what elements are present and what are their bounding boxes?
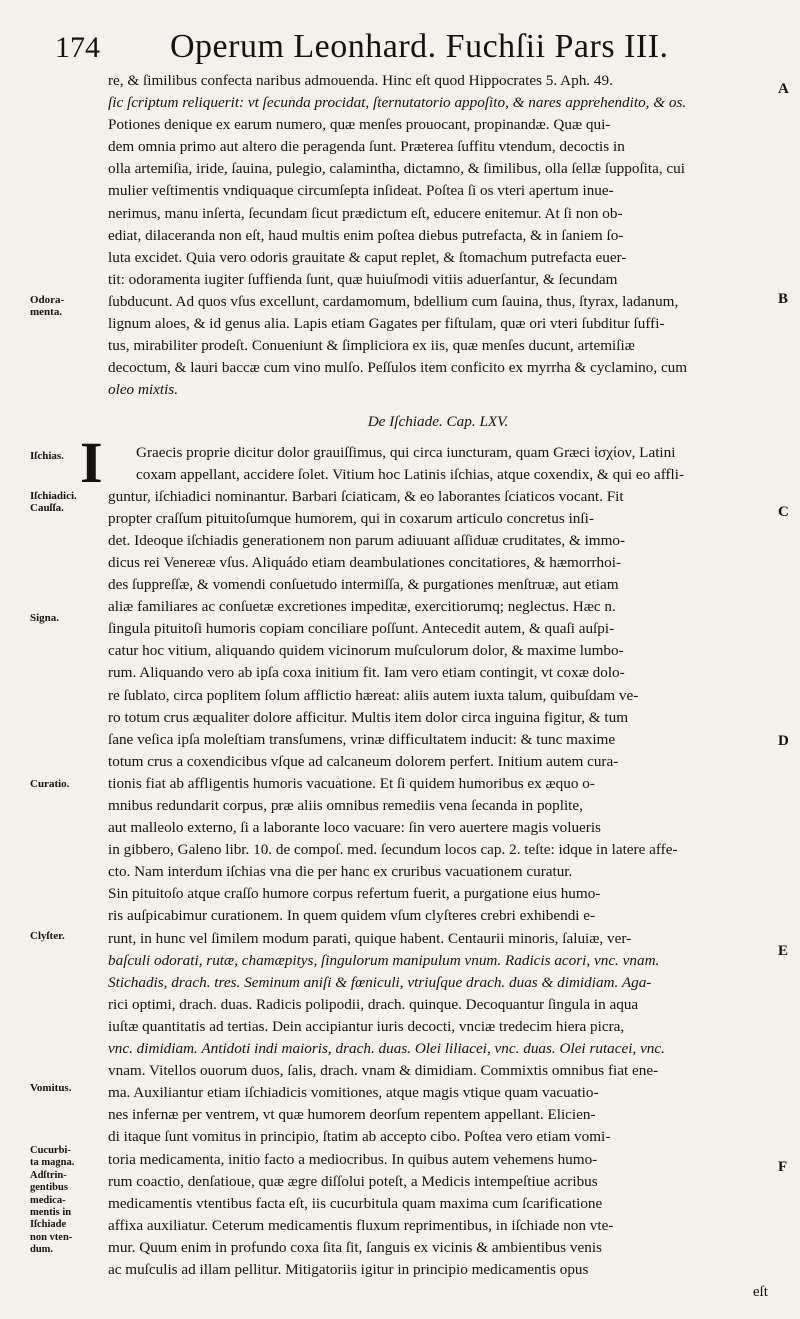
text-line: nerimus, manu inſerta, ſecundam ſicut prædictum eſt, educere enitemur. At ſi non ob- xyxy=(108,204,623,222)
text-line: Stichadis, drach. tres. Seminum aniſi & fœniculi, vtriuſque drach. duas & dimidiam. Aga- xyxy=(108,973,652,991)
margin-note-curatio: Curatio. xyxy=(30,778,70,790)
text-line: oleo mixtis. xyxy=(108,381,179,399)
text-line: det. Ideoque iſchiadis generationem non parum adiuuant aſſiduæ cruditates, & immo- xyxy=(108,531,626,549)
text-line: baſculi odorati, rutæ, chamæpitys, ſingulorum manipulum vnum. Radicis acori, vnc. vnam. xyxy=(108,951,660,969)
text-line: ma. Auxiliantur etiam iſchiadicis vomitiones, atque magis vtique quam vacuatio- xyxy=(108,1084,599,1102)
text-line: ris auſpicabimur curationem. In quem quidem vſum clyſteres crebri exhibendi e- xyxy=(108,907,596,925)
text-line: aliæ familiares ac conſuetæ excretiones impeditæ, exercitiorumq; neglectus. Hæc n. xyxy=(108,598,616,616)
margin-note-vomitus: Vomitus. xyxy=(30,1082,72,1094)
text-line: re, & ſimilibus confecta naribus admouenda. Hinc eſt quod Hippocrates 5. Aph. 49. xyxy=(108,72,613,89)
text-line: des ſuppreſſæ, & vomendi conſuetudo intermiſſa, & purgationes menſtruæ, aut etiam xyxy=(108,576,619,594)
text-line: propter craſſum pituitoſumque humorem, qui in coxarum articulo concretus inſi- xyxy=(108,509,594,527)
margin-note-clyster: Clyſter. xyxy=(30,930,65,942)
text-line: Graecis proprie dicitur dolor grauiſſimus, qui circa iuncturam, quam Græci ἰσχίον, Latini xyxy=(136,443,676,461)
text-line: ſubducunt. Ad quos vſus excellunt, cardamomum, bdellium cum ſauina, thus, ſtyrax, ladanum, xyxy=(108,292,679,310)
margin-note-cucurbita: Cucurbi- ta magna. Adſtrin- gentibus medica- mentis in Iſchiade non vten- dum. xyxy=(30,1145,75,1256)
text-line: medicamentis vtentibus facta eſt, iis cucurbitula quam maxima cum ſcarificatione xyxy=(108,1194,603,1212)
text-line: mnibus redundarit corpus, præ aliis omnibus remediis vena ſecanda in poplite, xyxy=(108,797,583,814)
section-marker-b: B xyxy=(778,291,789,307)
margin-note-ischias: Iſchias. xyxy=(30,450,64,462)
text-line: vnc. dimidiam. Antidoti indi maioris, drach. duas. Olei liliacei, vnc. duas. Olei rutacei, vnc. xyxy=(108,1040,665,1058)
text-line: dem omnia primo aut altero die peragenda ſunt. Præterea ſuffitu vtendum, decoctis in xyxy=(108,138,625,156)
text-line: ſane veſica ipſa moleſtiam transſumens, vrinæ difficultatem inducit: & tunc maxime xyxy=(108,730,616,748)
text-line: ſic ſcriptum reliquerit: vt ſecunda procidat, ſternutatorio appoſito, & nares apprehendito, & os. xyxy=(108,94,687,112)
text-line: aut malleolo externo, ſi a laborante loco vacuare: ſin vero auertere magis volueris xyxy=(108,819,601,837)
chapter-heading: De Iſchiade. Cap. LXV. xyxy=(367,413,509,431)
text-line: eſt xyxy=(752,1283,768,1301)
text-line: Sin pituitoſo atque craſſo humore corpus refertum fuerit, a purgatione eius humo- xyxy=(108,885,601,903)
margin-note-signa: Signa. xyxy=(30,612,60,624)
running-header xyxy=(55,22,770,72)
text-line: ſingula pituitoſi humoris copiam conciliare poſſunt. Antecedit autem, & quaſi auſpi- xyxy=(108,620,615,638)
text-line: mulier veſtimentis vndiquaque circumſepta inſideat. Poſtea ſi os vteri apertum inue- xyxy=(108,182,614,200)
text-line: Potiones denique ex earum numero, quæ menſes prouocant, propinandæ. Quæ qui- xyxy=(108,116,611,134)
drop-capital: I xyxy=(80,430,103,495)
section-marker-d: D xyxy=(778,733,789,749)
text-line: luta excidet. Quia vero odoris grauitate & caput replet, & ſtomachum putrefacta euer- xyxy=(108,248,627,266)
text-line: runt, in hunc vel ſimilem modum parati, quique habent. Centaurii minoris, ſaluiæ, ver- xyxy=(108,929,632,947)
section-marker-f: F xyxy=(778,1159,788,1175)
text-line: rici optimi, drach. duas. Radicis polipodii, drach. quinque. Decoquantur ſingula in aqua xyxy=(108,995,639,1013)
text-line: di itaque ſunt vomitus in principio, ſtatim ab accepto cibo. Poſtea vero etiam vomi- xyxy=(108,1128,611,1146)
text-line: coxam appellant, accidere ſolet. Vitium hoc Latinis iſchias, atque coxendix, & qui eo affli- xyxy=(136,465,685,483)
text-line: guntur, iſchiadici nominantur. Barbari ſciaticam, & eo laborantes ſciaticos vocant. Fit xyxy=(108,487,624,505)
text-line: ro totum crus æqualiter dolore afficitur. Multis item dolor circa inguina figitur, & tum xyxy=(108,708,629,726)
text-line: decoctum, & lauri baccæ cum vino mulſo. Peſſulos item conficito ex myrrha & cyclamino, cum xyxy=(108,359,688,377)
text-line: tus, mirabiliter prodeſt. Conueniunt & ſimpliciora ex iis, quæ menſes ducunt, artemiſiæ xyxy=(108,337,635,355)
section-marker-a: A xyxy=(778,81,789,97)
text-line: re ſublato, circa poplitem ſolum afflictio hæreat: aliis autem iuxta talum, quibuſdam ve- xyxy=(108,686,639,704)
section-marker-e: E xyxy=(778,943,789,959)
text-block xyxy=(108,70,768,1303)
margin-note-causa: Iſchiadici. Cauſſa. xyxy=(30,490,77,514)
text-line: ediat, dilaceranda non eſt, haud multis enim poſtea diebus putrefacta, & in ſaniem ſo- xyxy=(108,226,624,244)
text-line: iuſtæ quantitatis ad tertias. Dein accipiantur iuris decocti, vnciæ tredecim hiera picra, xyxy=(108,1017,625,1035)
text-line: catur hoc vitium, aliquando quidem vicinorum muſculorum dolor, & maxime lumbo- xyxy=(108,642,624,660)
text-line: cto. Nam interdum iſchias vna die per hanc ex cruribus vacuationem curatur. xyxy=(108,863,573,881)
page-number: 174 xyxy=(55,31,100,64)
text-line: mur. Quum enim in profundo coxa ſita ſit, ſanguis ex vicinis & ambientibus venis xyxy=(108,1238,602,1256)
text-line: rum coactio, denſatioue, quæ ægre diſſolui poteſt, a Medicis intempeſtiue acribus xyxy=(108,1172,598,1190)
text-line: olla artemiſia, iride, ſauina, pulegio, calamintha, dictamno, & ſimilibus, olla ſellæ ſuppoſita, cui xyxy=(108,160,685,178)
text-line: affixa auxiliatur. Ceterum medicamentis fluxum reprimentibus, in iſchiade non vte- xyxy=(108,1216,614,1234)
text-line: nes infernæ per ventrem, vt quæ humorem deorſum repentem appellant. Elicien- xyxy=(108,1106,596,1124)
margin-note-odoramenta: Odora- menta. xyxy=(30,294,65,318)
text-line: ac muſculis ad illam pellitur. Mitigatoriis igitur in principio medicamentis opus xyxy=(108,1260,589,1278)
text-line: lignum aloes, & id genus alia. Lapis etiam Gagates per fiſtulam, quæ ori vteri ſubditur ſuffi- xyxy=(108,315,665,333)
text-line: in gibbero, Galeno libr. 10. de compoſ. med. ſecundum locos cap. 2. teſte: idque in latere affe- xyxy=(108,841,678,859)
text-line: rum. Aliquando vero ab ipſa coxa initium fit. Iam vero etiam contingit, vt coxæ dolo- xyxy=(108,664,625,682)
section-marker-c: C xyxy=(778,504,789,520)
text-line: tionis fiat ab affligentis humoris vacuatione. Et ſi quidem humoribus ex æquo o- xyxy=(108,774,595,792)
text-line: tit: odoramenta iugiter ſuffienda ſunt, quæ huiuſmodi vitiis aduerſantur, & ſecundam xyxy=(108,270,618,288)
running-title: Operum Leonhard. Fuchſii Pars III. xyxy=(170,28,669,65)
text-line: vnam. Vitellos ouorum duos, ſalis, drach. vnam & dimidiam. Commixtis omnibus fiat ene- xyxy=(108,1062,659,1080)
text-line: toria medicamenta, initio facto a mediocribus. In quibus autem vehemens humo- xyxy=(108,1150,598,1168)
text-line: dicus rei Venereæ vſus. Aliquádo etiam deambulationes concitatiores, & hæmorrhoi- xyxy=(108,553,622,571)
text-line: totum crus a coxendicibus vſque ad calcaneum dolorem perfert. Initium autem cura- xyxy=(108,752,619,770)
